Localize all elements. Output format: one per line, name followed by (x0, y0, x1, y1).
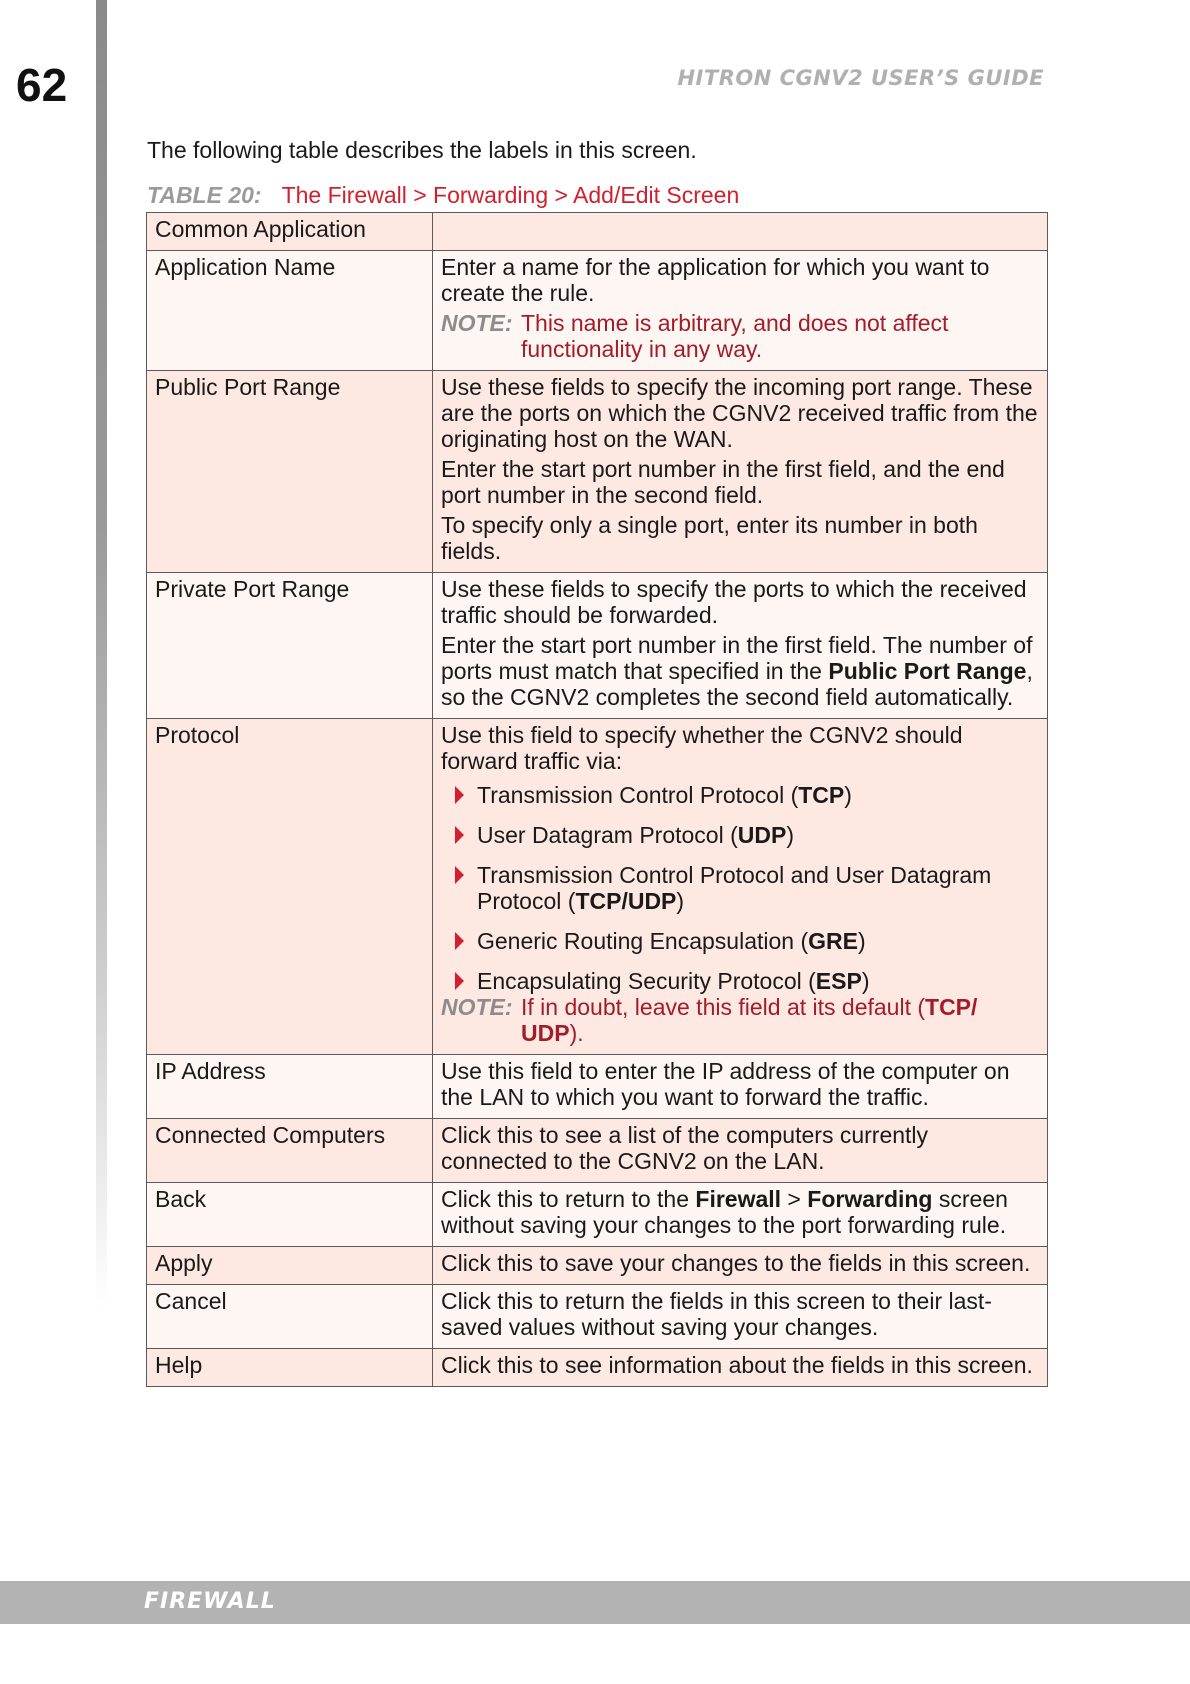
row-description (433, 1247, 1048, 1285)
list-item (441, 862, 1039, 914)
description-text: Use these fields to specify the ports to which the received traffic should be forwarded. (441, 576, 1027, 628)
row-description (433, 1119, 1048, 1183)
text-segment: ) (844, 782, 852, 808)
table-row (147, 251, 1048, 371)
description-text (441, 1186, 1039, 1238)
bullet-arrow-icon (455, 866, 464, 884)
description-text: Click this to save your changes to the fields in this screen. (441, 1250, 1031, 1276)
text-segment: ) (676, 888, 685, 914)
text-segment: Encapsulating Security Protocol ( (477, 968, 816, 994)
description-text: Use this field to specify whether the CGNV2 should forward traffic via: (441, 722, 963, 774)
table-row (147, 1349, 1048, 1387)
note-text: ). (569, 1020, 584, 1046)
row-label: Help (147, 1349, 433, 1387)
text-segment: ) (857, 928, 866, 954)
row-label: Protocol (147, 719, 433, 1055)
row-description (433, 371, 1048, 573)
row-label: Common Application (147, 213, 433, 251)
text-segment: Enter the start port number in the first field. The number of ports must match that specified in the (441, 632, 1033, 684)
table-row (147, 213, 1048, 251)
table-caption (147, 182, 739, 209)
text-segment: , so the CGNV2 completes the second field automatically. (441, 658, 1033, 710)
bold-term: GRE (808, 928, 858, 954)
row-description (433, 1183, 1048, 1247)
row-label: Public Port Range (147, 371, 433, 573)
bullet-arrow-icon (455, 932, 464, 950)
description-text: Enter a name for the application for which you want to create the rule. (441, 254, 990, 306)
row-description (433, 213, 1048, 251)
table-row (147, 1285, 1048, 1349)
table-row (147, 1119, 1048, 1183)
bold-term: ESP (815, 968, 862, 994)
description-text: Use this field to enter the IP address of the computer on the LAN to which you want to forward the traffic. (441, 1058, 1010, 1110)
bold-term: TCP (798, 782, 845, 808)
footer-section-title: FIREWALL (144, 1589, 276, 1614)
row-description (433, 1055, 1048, 1119)
table-row (147, 1247, 1048, 1285)
table-row (147, 1055, 1048, 1119)
row-label: Private Port Range (147, 573, 433, 719)
text-segment: ) (786, 822, 794, 848)
row-description (433, 719, 1048, 1055)
bullet-arrow-icon (455, 786, 464, 804)
table-row (147, 573, 1048, 719)
table-row (147, 371, 1048, 573)
row-label: IP Address (147, 1055, 433, 1119)
description-text: Enter the start port number in the first field, and the end port number in the second field. (441, 456, 1005, 508)
note-label: NOTE: (441, 310, 513, 336)
row-label: Apply (147, 1247, 433, 1285)
text-segment: Click this to return to the (441, 1186, 696, 1212)
list-item (441, 928, 1039, 954)
row-description (433, 251, 1048, 371)
row-description (433, 1349, 1048, 1387)
running-header: HITRON CGNV2 USER’S GUIDE (677, 66, 1044, 90)
text-segment: User Datagram Protocol ( (477, 822, 738, 848)
note-label: NOTE: (441, 994, 513, 1020)
row-label: Cancel (147, 1285, 433, 1349)
bold-term: Public Port Range (828, 658, 1027, 684)
description-text: To specify only a single port, enter its number in both fields. (441, 512, 978, 564)
table-row (147, 719, 1048, 1055)
text-segment: Transmission Control Protocol ( (477, 782, 799, 808)
row-description (433, 1285, 1048, 1349)
bullet-arrow-icon (455, 826, 464, 844)
row-label: Application Name (147, 251, 433, 371)
bold-term: UDP (737, 822, 787, 848)
description-text: Click this to see a list of the computers currently connected to the CGNV2 on the LAN. (441, 1122, 929, 1174)
row-label: Back (147, 1183, 433, 1247)
description-text: Click this to see information about the fields in this screen. (441, 1352, 1033, 1378)
text-segment: > (781, 1186, 808, 1212)
text-segment: ) (861, 968, 870, 994)
note-text: This name is arbitrary, and does not affect functionality in any way. (521, 310, 949, 362)
bold-term: Firewall (695, 1186, 782, 1212)
note-text: If in doubt, leave this field at its default ( (521, 994, 926, 1020)
bold-term: TCP/ UDP (521, 994, 978, 1046)
side-bar-decoration (96, 0, 107, 1310)
description-text: Click this to return the fields in this screen to their last-saved values without saving your changes. (441, 1288, 992, 1340)
list-item (441, 782, 1039, 808)
text-segment: Generic Routing Encapsulation ( (477, 928, 809, 954)
table-caption-title: The Firewall > Forwarding > Add/Edit Screen (281, 182, 740, 208)
description-text (441, 632, 1039, 710)
text-segment: screen without saving your changes to the port forwarding rule. (441, 1186, 1008, 1238)
bold-term: TCP/UDP (575, 888, 677, 914)
bullet-arrow-icon (455, 972, 464, 990)
label-description-table (146, 212, 1048, 1387)
description-text: Use these fields to specify the incoming port range. These are the ports on which the CGNV2 received traffic from the originating host on the WAN. (441, 374, 1038, 452)
intro-text: The following table describes the labels in this screen. (147, 137, 697, 163)
note (441, 310, 1039, 362)
row-label: Connected Computers (147, 1119, 433, 1183)
list-item (441, 822, 1039, 848)
text-segment: Transmission Control Protocol and User Datagram Protocol ( (477, 862, 992, 914)
page-number: 62 (16, 59, 68, 111)
list-item (441, 968, 1039, 994)
protocol-list (441, 782, 1039, 994)
row-description (433, 573, 1048, 719)
table-row (147, 1183, 1048, 1247)
bold-term: Forwarding (807, 1186, 933, 1212)
table-caption-label: TABLE 20: (147, 182, 262, 208)
note (441, 994, 1039, 1046)
